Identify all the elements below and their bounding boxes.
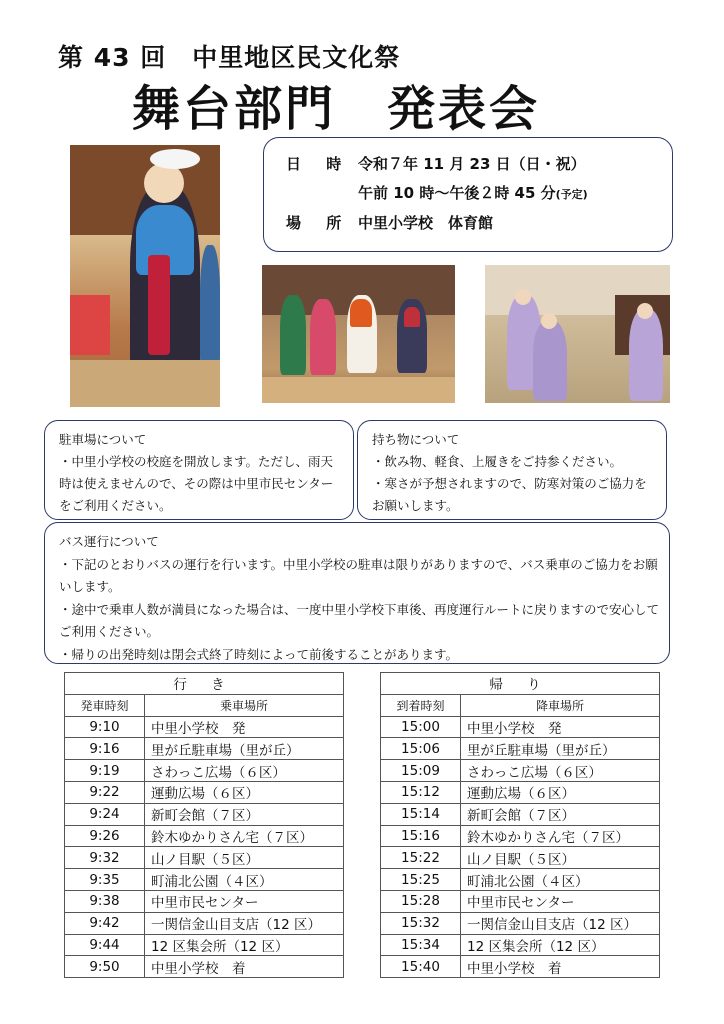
outbound-col-stop: 乗車場所 — [145, 694, 344, 716]
time-cell: 9:38 — [65, 890, 145, 912]
stop-cell: 一関信金山目支店（12 区） — [461, 912, 660, 934]
parking-notice — [44, 420, 354, 520]
time-cell: 9:32 — [65, 847, 145, 869]
performance-photo-1 — [70, 145, 220, 407]
place-value: 中里小学校 体育館 — [358, 214, 494, 232]
table-row — [381, 738, 660, 760]
table-row — [381, 825, 660, 847]
stop-cell: さわっこ広場（６区） — [461, 760, 660, 782]
stop-cell: 中里小学校 発 — [461, 716, 660, 738]
time-cell: 15:00 — [381, 716, 461, 738]
bus-item: ・帰りの出発時刻は閉会式終了時刻によって前後することがあります。 — [59, 646, 459, 662]
stop-cell: 山ノ目駅（５区） — [461, 847, 660, 869]
stop-cell: 鈴木ゆかりさん宅（７区） — [145, 825, 344, 847]
return-col-stop: 降車場所 — [461, 694, 660, 716]
table-row — [381, 716, 660, 738]
table-row — [381, 760, 660, 782]
table-row — [65, 847, 344, 869]
return-rows — [381, 716, 660, 978]
time-value: 午前 10 時～午後２時 45 分 — [358, 184, 556, 202]
table-row — [65, 956, 344, 978]
time-cell: 15:16 — [381, 825, 461, 847]
outbound-timetable — [64, 672, 344, 978]
stop-cell: 一関信金山目支店（12 区） — [145, 912, 344, 934]
outbound-col-time: 発車時刻 — [65, 694, 145, 716]
belongings-heading: 持ち物について — [372, 432, 460, 447]
stop-cell: 12 区集会所（12 区） — [461, 934, 660, 956]
table-row — [65, 869, 344, 891]
table-row — [65, 934, 344, 956]
time-cell: 15:12 — [381, 781, 461, 803]
stop-cell: 新町会館（７区） — [145, 803, 344, 825]
time-row — [286, 179, 672, 209]
time-cell: 9:44 — [65, 934, 145, 956]
time-cell: 9:50 — [65, 956, 145, 978]
table-row — [65, 890, 344, 912]
stop-cell: 中里小学校 着 — [461, 956, 660, 978]
stop-cell: 中里市民センター — [461, 890, 660, 912]
parking-text: ・中里小学校の校庭を開放します。ただし、雨天時は使えませんので、その際は中里市民センターをご利用ください。 — [59, 454, 334, 513]
outbound-rows — [65, 716, 344, 978]
time-cell: 15:14 — [381, 803, 461, 825]
time-cell: 9:22 — [65, 781, 145, 803]
time-cell: 9:19 — [65, 760, 145, 782]
parking-heading: 駐車場について — [59, 432, 147, 447]
table-row — [381, 847, 660, 869]
time-cell: 15:40 — [381, 956, 461, 978]
table-row — [65, 760, 344, 782]
time-note: (予定) — [555, 188, 588, 201]
event-info-box — [263, 137, 673, 252]
return-col-time: 到着時刻 — [381, 694, 461, 716]
time-cell: 9:24 — [65, 803, 145, 825]
performance-photo-3 — [485, 265, 670, 403]
table-row — [65, 716, 344, 738]
date-value: 令和７年 11 月 23 日（日・祝） — [358, 155, 586, 173]
table-row — [381, 869, 660, 891]
table-row — [65, 738, 344, 760]
date-row — [286, 150, 672, 179]
time-cell: 15:28 — [381, 890, 461, 912]
table-row — [65, 781, 344, 803]
table-row — [381, 803, 660, 825]
performance-photo-2 — [262, 265, 455, 403]
time-cell: 9:26 — [65, 825, 145, 847]
bus-item: ・途中で乗車人数が満員になった場合は、一度中里小学校下車後、再度運行ルートに戻りますので安心してご利用ください。 — [59, 601, 660, 639]
table-row — [381, 890, 660, 912]
table-row — [381, 781, 660, 803]
time-cell: 15:32 — [381, 912, 461, 934]
belongings-item: ・寒さが予想されますので、防寒対策のご協力をお願いします。 — [372, 476, 647, 513]
stop-cell: 町浦北公園（４区） — [461, 869, 660, 891]
time-cell: 9:35 — [65, 869, 145, 891]
return-timetable — [380, 672, 660, 978]
table-row — [381, 912, 660, 934]
table-row — [65, 825, 344, 847]
belongings-item: ・飲み物、軽食、上履きをご持参ください。 — [372, 454, 623, 469]
bus-heading: バス運行について — [59, 534, 159, 549]
stop-cell: 鈴木ゆかりさん宅（７区） — [461, 825, 660, 847]
time-cell: 15:25 — [381, 869, 461, 891]
table-row — [381, 934, 660, 956]
stop-cell: さわっこ広場（６区） — [145, 760, 344, 782]
table-row — [381, 956, 660, 978]
place-row — [286, 209, 672, 238]
stop-cell: 中里小学校 発 — [145, 716, 344, 738]
belongings-notice — [357, 420, 667, 520]
stop-cell: 中里小学校 着 — [145, 956, 344, 978]
stop-cell: 中里市民センター — [145, 890, 344, 912]
time-cell: 15:22 — [381, 847, 461, 869]
outbound-caption: 行 き — [65, 673, 344, 695]
stop-cell: 山ノ目駅（５区） — [145, 847, 344, 869]
stop-cell: 町浦北公園（４区） — [145, 869, 344, 891]
stop-cell: 12 区集会所（12 区） — [145, 934, 344, 956]
return-caption: 帰 り — [381, 673, 660, 695]
table-row — [65, 803, 344, 825]
time-cell: 15:34 — [381, 934, 461, 956]
time-cell: 9:42 — [65, 912, 145, 934]
date-label: 日 時 — [286, 155, 352, 173]
stop-cell: 運動広場（６区） — [145, 781, 344, 803]
event-title-line1: 第 43 回 中里地区民文化祭 — [58, 43, 401, 72]
time-cell: 9:10 — [65, 716, 145, 738]
table-row — [65, 912, 344, 934]
stop-cell: 里が丘駐車場（里が丘） — [145, 738, 344, 760]
bus-item: ・下記のとおりバスの運行を行います。中里小学校の駐車は限りがありますので、バス乗車のご協力をお願いします。 — [59, 556, 658, 594]
time-cell: 15:09 — [381, 760, 461, 782]
bus-notice — [44, 522, 670, 664]
stop-cell: 新町会館（７区） — [461, 803, 660, 825]
time-cell: 15:06 — [381, 738, 461, 760]
stop-cell: 運動広場（６区） — [461, 781, 660, 803]
place-label: 場 所 — [286, 214, 352, 232]
stop-cell: 里が丘駐車場（里が丘） — [461, 738, 660, 760]
time-value-wrap — [358, 179, 588, 209]
time-cell: 9:16 — [65, 738, 145, 760]
event-title-line2: 舞台部門 発表会 — [132, 81, 541, 137]
